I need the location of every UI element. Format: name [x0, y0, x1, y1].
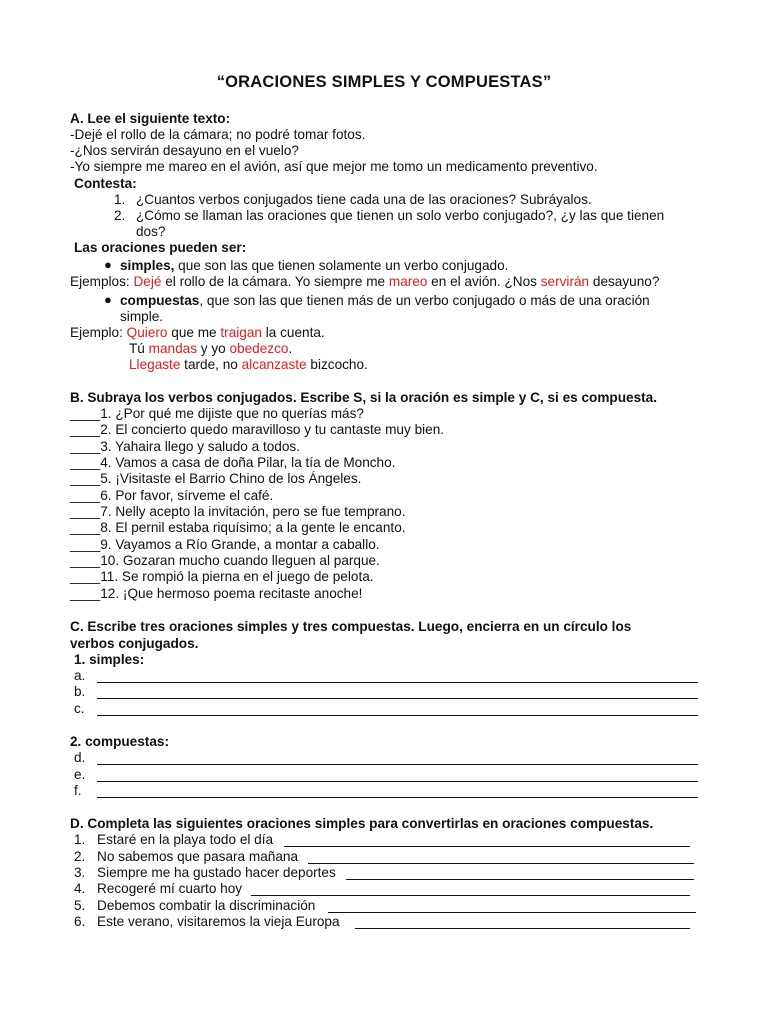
bullet-icon: ●: [104, 292, 112, 307]
exercise-d-text: No sabemos que pasara mañana: [97, 849, 299, 864]
answer-line-e[interactable]: [97, 781, 698, 782]
simple-definition: simples, que son las que tienen solamente un verbo conjugado.: [120, 258, 509, 273]
reading-line-2: -¿Nos servirán desayuno en el vuelo?: [70, 143, 299, 158]
section-b-heading: B. Subraya los verbos conjugados. Escribe S, si la oración es simple y C, si es compuesta.: [70, 390, 658, 405]
contesta-label: Contesta:: [74, 176, 137, 191]
simple-examples: Ejemplos: Dejé el rollo de la cámara. Yo siempre me mareo en el avión. ¿Nos servirán desayuno?: [70, 274, 660, 289]
answer-letter: c.: [74, 701, 85, 716]
exercise-b-item: ____2. El concierto quedo maravilloso y tu cantaste muy bien.: [70, 422, 445, 437]
answer-letter: e.: [74, 767, 86, 782]
reading-line-1: -Dejé el rollo de la cámara; no podré tomar fotos.: [70, 127, 366, 142]
simples-label: 1. simples:: [74, 652, 145, 667]
question-2-number: 2.: [114, 208, 126, 223]
exercise-d-number: 4.: [74, 881, 86, 896]
exercise-d-number: 1.: [74, 832, 86, 847]
exercise-b-item: ____8. El pernil estaba riquísimo; a la gente le encanto.: [70, 520, 406, 535]
exercise-b-item: ____10. Gozaran mucho cuando lleguen al parque.: [70, 553, 380, 568]
exercise-b-item: ____3. Yahaira llego y saludo a todos.: [70, 439, 301, 454]
completion-line-6[interactable]: [355, 928, 690, 929]
section-c-heading: C. Escribe tres oraciones simples y tres compuestas. Luego, encierra en un círculo los: [70, 619, 632, 634]
exercise-b-item: ____7. Nelly acepto la invitación, pero se fue temprano.: [70, 504, 406, 519]
section-a-heading: A. Lee el siguiente texto:: [70, 111, 231, 126]
exercise-b-item: ____5. ¡Visitaste el Barrio Chino de los Ángeles.: [70, 471, 362, 486]
answer-line-f[interactable]: [97, 797, 698, 798]
answer-letter: d.: [74, 750, 86, 765]
types-label: Las oraciones pueden ser:: [74, 240, 247, 255]
exercise-d-text: Siempre me ha gustado hacer deportes: [97, 865, 336, 880]
exercise-b-item: ____6. Por favor, sírveme el café.: [70, 488, 274, 503]
section-d-heading: D. Completa las siguientes oraciones simples para convertirlas en oraciones compuestas.: [70, 816, 654, 831]
answer-letter: f.: [74, 783, 82, 798]
exercise-d-text: Debemos combatir la discriminación: [97, 898, 316, 913]
completion-line-1[interactable]: [284, 846, 690, 847]
question-1-text: ¿Cuantos verbos conjugados tiene cada una de las oraciones? Subráyalos.: [136, 192, 592, 207]
compound-example-2: Tú mandas y yo obedezco.: [129, 341, 293, 356]
exercise-b-item: ____11. Se rompió la pierna en el juego de pelota.: [70, 569, 374, 584]
page-title: “ORACIONES SIMPLES Y COMPUESTAS”: [216, 73, 552, 91]
answer-line-d[interactable]: [97, 764, 698, 765]
compound-example-1: Ejemplo: Quiero que me traigan la cuenta.: [70, 325, 325, 340]
compound-definition-cont: simple.: [120, 309, 164, 324]
completion-line-4[interactable]: [251, 895, 690, 896]
question-2-text: ¿Cómo se llaman las oraciones que tienen un solo verbo conjugado?, ¿y las que tienen: [136, 208, 665, 223]
exercise-b-item: ____12. ¡Que hermoso poema recitaste anoche!: [70, 586, 363, 601]
exercise-d-text: Este verano, visitaremos la vieja Europa: [97, 914, 340, 929]
answer-line-b[interactable]: [97, 698, 698, 699]
exercise-d-number: 5.: [74, 898, 86, 913]
exercise-b-item: ____1. ¿Por qué me dijiste que no querías más?: [70, 406, 364, 421]
answer-letter: a.: [74, 668, 86, 683]
exercise-b-item: ____9. Vayamos a Río Grande, a montar a caballo.: [70, 537, 380, 552]
exercise-d-text: Estaré en la playa todo el día: [97, 832, 274, 847]
compound-definition: compuestas, que son las que tienen más de un verbo conjugado o más de una oración: [120, 293, 650, 308]
exercise-d-text: Recogeré mí cuarto hoy: [97, 881, 243, 896]
exercise-d-number: 3.: [74, 865, 86, 880]
exercise-d-number: 6.: [74, 914, 86, 929]
completion-line-2[interactable]: [308, 863, 694, 864]
reading-line-3: -Yo siempre me mareo en el avión, así que mejor me tomo un medicamento preventivo.: [70, 159, 598, 174]
exercise-b-item: ____4. Vamos a casa de doña Pilar, la tía de Moncho.: [70, 455, 396, 470]
bullet-icon: ●: [104, 257, 112, 272]
compound-example-3: Llegaste tarde, no alcanzaste bizcocho.: [129, 357, 368, 372]
compuestas-label: 2. compuestas:: [70, 734, 169, 749]
completion-line-5[interactable]: [328, 912, 696, 913]
answer-line-a[interactable]: [97, 682, 698, 683]
answer-line-c[interactable]: [97, 715, 698, 716]
completion-line-3[interactable]: [346, 879, 694, 880]
section-c-heading-cont: verbos conjugados.: [70, 636, 199, 651]
exercise-d-number: 2.: [74, 849, 86, 864]
question-2-text-cont: dos?: [136, 224, 166, 239]
question-1-number: 1.: [114, 192, 126, 207]
answer-letter: b.: [74, 684, 86, 699]
